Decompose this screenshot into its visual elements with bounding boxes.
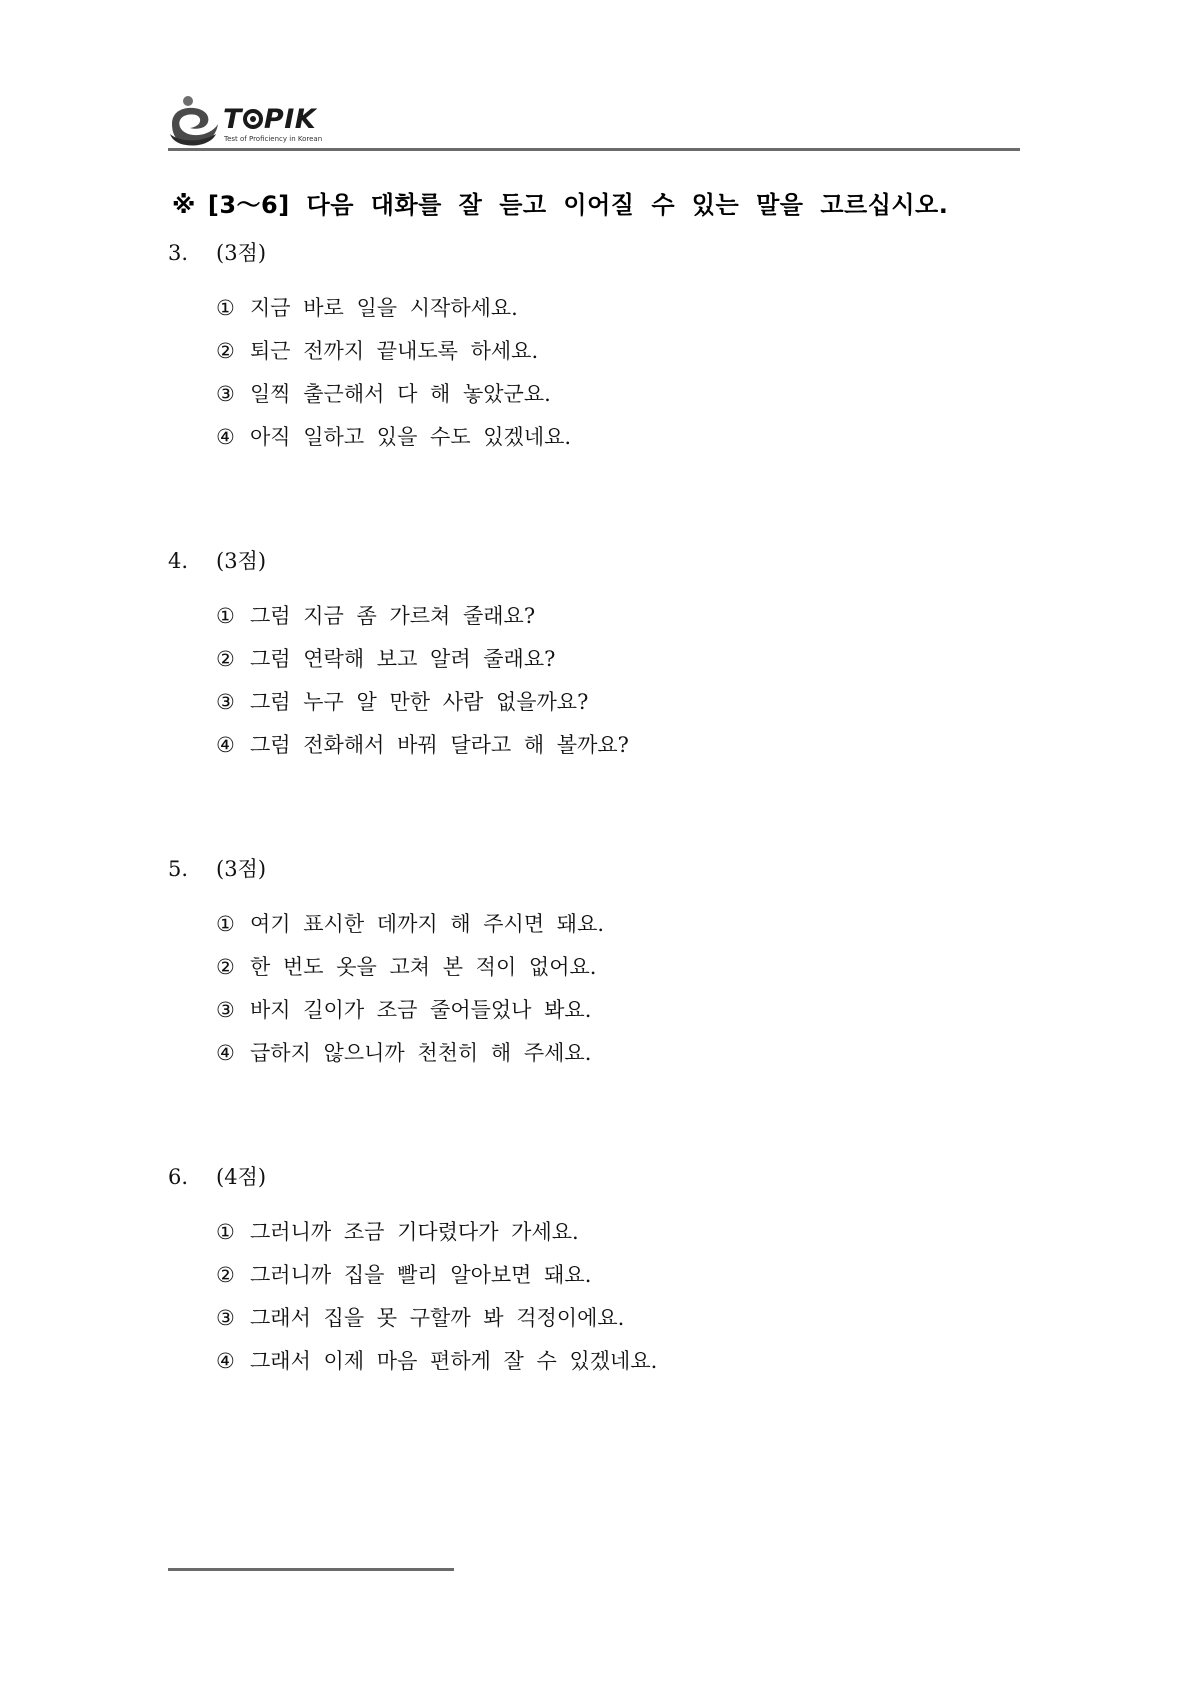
option-marker: ④ (216, 425, 235, 449)
option-text: 여기 표시한 데까지 해 주시면 돼요. (250, 912, 605, 936)
question-6 (168, 1162, 657, 1389)
option-marker: ④ (216, 733, 235, 757)
answer-option-2[interactable] (216, 952, 604, 995)
option-marker: ③ (216, 998, 235, 1022)
option-text: 그럼 누구 알 만한 사람 없을까요? (250, 690, 589, 714)
question-points: (3점) (216, 241, 267, 265)
logo-tagline: Test of Proficiency in Korean (224, 135, 323, 143)
question-number: 3. (168, 241, 189, 265)
option-marker: ① (216, 296, 235, 320)
logo-letter-t: T (223, 104, 242, 135)
option-marker: ① (216, 604, 235, 628)
question-number: 6. (168, 1165, 189, 1189)
option-marker: ④ (216, 1349, 235, 1373)
question-header (168, 238, 571, 268)
answer-option-1[interactable] (216, 601, 629, 644)
option-text: 그러니까 조금 기다렸다가 가세요. (250, 1220, 579, 1244)
option-text: 지금 바로 일을 시작하세요. (250, 296, 518, 320)
option-marker: ③ (216, 382, 235, 406)
option-marker: ② (216, 955, 235, 979)
answer-option-4[interactable] (216, 422, 571, 465)
question-number: 5. (168, 857, 189, 881)
footer-divider (168, 1568, 454, 1571)
answer-option-3[interactable] (216, 995, 604, 1038)
option-text: 그러니까 집을 빨리 알아보면 돼요. (250, 1263, 592, 1287)
option-text: 그래서 집을 못 구할까 봐 걱정이에요. (250, 1306, 625, 1330)
option-marker: ③ (216, 1306, 235, 1330)
option-marker: ① (216, 1220, 235, 1244)
option-marker: ② (216, 647, 235, 671)
question-number: 4. (168, 549, 189, 573)
question-points: (3점) (216, 857, 267, 881)
logo-letters-pik: PIK (263, 104, 317, 135)
reference-mark: ※ (172, 191, 196, 219)
option-text: 그럼 지금 좀 가르쳐 줄래요? (250, 604, 536, 628)
question-points: (3점) (216, 549, 267, 573)
option-marker: ② (216, 1263, 235, 1287)
question-4 (168, 546, 629, 773)
answer-option-1[interactable] (216, 1217, 657, 1260)
answer-option-1[interactable] (216, 909, 604, 952)
answer-options (216, 601, 629, 773)
answer-option-3[interactable] (216, 687, 629, 730)
answer-option-3[interactable] (216, 1303, 657, 1346)
option-marker: ④ (216, 1041, 235, 1065)
logo-wordmark (223, 106, 316, 133)
topik-emblem-icon (168, 94, 222, 146)
answer-option-4[interactable] (216, 1038, 604, 1081)
option-text: 바지 길이가 조금 줄어들었나 봐요. (250, 998, 592, 1022)
option-text: 퇴근 전까지 끝내도록 하세요. (250, 339, 539, 363)
answer-options (216, 909, 604, 1081)
answer-option-1[interactable] (216, 293, 571, 336)
logo-letter-o-icon (243, 109, 263, 129)
answer-option-2[interactable] (216, 644, 629, 687)
question-points: (4점) (216, 1165, 267, 1189)
answer-option-2[interactable] (216, 1260, 657, 1303)
answer-options (216, 293, 571, 465)
question-header (168, 854, 604, 884)
option-text: 아직 일하고 있을 수도 있겠네요. (250, 425, 572, 449)
option-text: 그럼 전화해서 바꿔 달라고 해 볼까요? (250, 733, 629, 757)
option-marker: ② (216, 339, 235, 363)
option-text: 그럼 연락해 보고 알려 줄래요? (250, 647, 556, 671)
header (168, 88, 1018, 152)
question-5 (168, 854, 604, 1081)
header-divider (168, 148, 1020, 151)
answer-option-2[interactable] (216, 336, 571, 379)
option-text: 급하지 않으니까 천천히 해 주세요. (250, 1041, 592, 1065)
option-marker: ① (216, 912, 235, 936)
option-text: 한 번도 옷을 고쳐 본 적이 없어요. (250, 955, 597, 979)
answer-option-3[interactable] (216, 379, 571, 422)
section-instruction (172, 185, 948, 220)
option-text: 그래서 이제 마음 편하게 잘 수 있겠네요. (250, 1349, 658, 1373)
question-header (168, 546, 629, 576)
instruction-text: [3～6] 다음 대화를 잘 듣고 이어질 수 있는 말을 고르십시오. (207, 191, 949, 219)
question-header (168, 1162, 657, 1192)
option-marker: ③ (216, 690, 235, 714)
option-text: 일찍 출근해서 다 해 놓았군요. (250, 382, 551, 406)
answer-options (216, 1217, 657, 1389)
answer-option-4[interactable] (216, 1346, 657, 1389)
question-3 (168, 238, 571, 465)
answer-option-4[interactable] (216, 730, 629, 773)
